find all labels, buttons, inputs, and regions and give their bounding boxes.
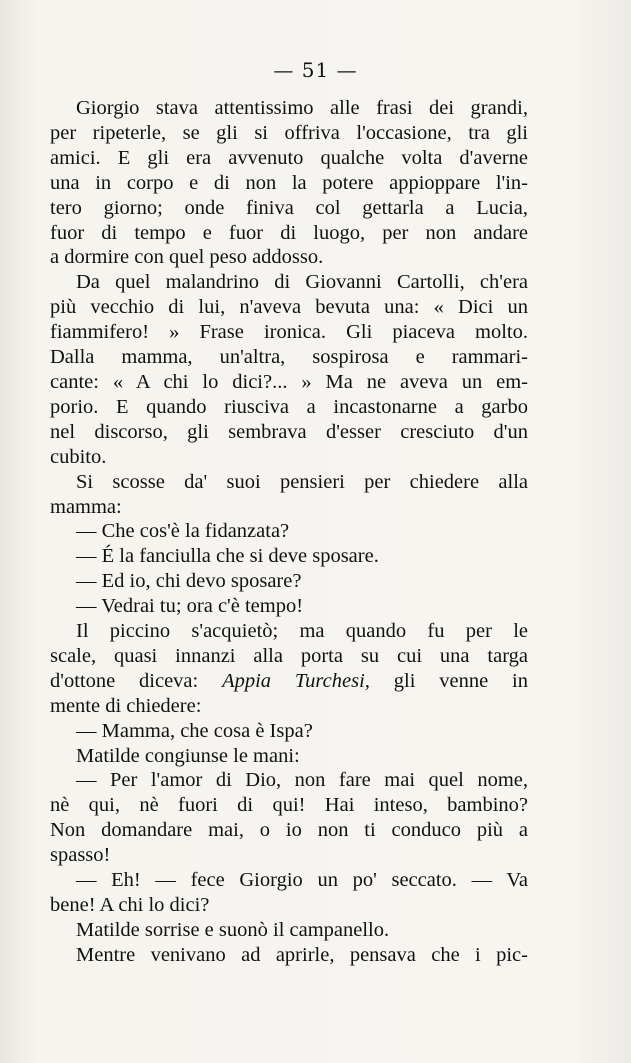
page-number: — 51 —	[273, 58, 358, 82]
text-line: Da quel malandrino di Giovanni Cartolli, ch'era	[76, 271, 528, 294]
text-line: nè qui, nè fuori di qui! Hai inteso, bambino?	[50, 794, 528, 817]
text-line: Matilde sorrise e suonò il campanello.	[76, 918, 390, 941]
text-line: cante: « A chi lo dici?... » Ma ne aveva un em-	[50, 370, 528, 393]
text-line: tero giorno; onde finiva col gettarla a Lucia,	[50, 196, 528, 219]
text-line: mente di chiedere:	[50, 694, 202, 717]
text-line: — Ed io, chi devo sposare?	[76, 570, 302, 593]
text-line: Si scosse da' suoi pensieri per chiedere alla	[76, 470, 528, 493]
text-line: Giorgio stava attentissimo alle frasi dei grandi,	[76, 97, 528, 119]
text-line: fiammifero! » Frase ironica. Gli piaceva molto.	[50, 321, 528, 344]
text-line: Matilde congiunse le mani:	[76, 744, 300, 767]
text-line: — Eh! — fece Giorgio un po' seccato. — Va	[76, 869, 528, 892]
text-line: per ripeterle, se gli si offriva l'occasione, tra gli	[50, 121, 528, 144]
text-line: amici. E gli era avvenuto qualche volta d'averne	[50, 146, 528, 169]
text-line: — Mamma, che cosa è Ispa?	[76, 719, 313, 742]
text-line: bene! A chi lo dici?	[50, 894, 210, 916]
text-line: Il piccino s'acquietò; ma quando fu per le	[76, 620, 528, 643]
text-line: Dalla mamma, un'altra, sospirosa e rammari-	[50, 346, 528, 369]
text-line: fuor di tempo e fuor di luogo, per non andare	[50, 221, 528, 244]
text-line: Non domandare mai, o io non ti conduco più a	[50, 819, 528, 842]
text-line: cubito.	[50, 445, 107, 468]
text-line: mamma:	[50, 495, 122, 518]
text-line: scale, quasi innanzi alla porta su cui una targa	[50, 644, 528, 667]
text-line: porio. E quando riusciva a incastonarne a garbo	[50, 395, 528, 418]
text-line: più vecchio di lui, n'aveva bevuta una: « Dici un	[50, 296, 528, 319]
body-text	[50, 96, 528, 968]
text-line: a dormire con quel peso addosso.	[50, 246, 324, 269]
text-line: — Che cos'è la fidanzata?	[76, 520, 290, 543]
text-line: una in corpo e di non la potere appioppare l'in-	[50, 171, 528, 194]
italic-name: Appia Turchesi,	[222, 669, 370, 692]
text-line: spasso!	[50, 844, 111, 867]
text-line: nel discorso, gli sembrava d'esser cresciuto d'un	[50, 420, 528, 443]
text-line: — É la fanciulla che si deve sposare.	[76, 545, 379, 568]
text-segment: d'ottone diceva:	[50, 669, 223, 692]
text-line	[50, 669, 528, 694]
text-segment: gli venne in	[369, 669, 529, 692]
text-line: Mentre venivano ad aprirle, pensava che i pic-	[76, 943, 528, 966]
text-line: — Vedrai tu; ora c'è tempo!	[76, 595, 304, 618]
text-line: — Per l'amor di Dio, non fare mai quel nome,	[76, 769, 528, 792]
